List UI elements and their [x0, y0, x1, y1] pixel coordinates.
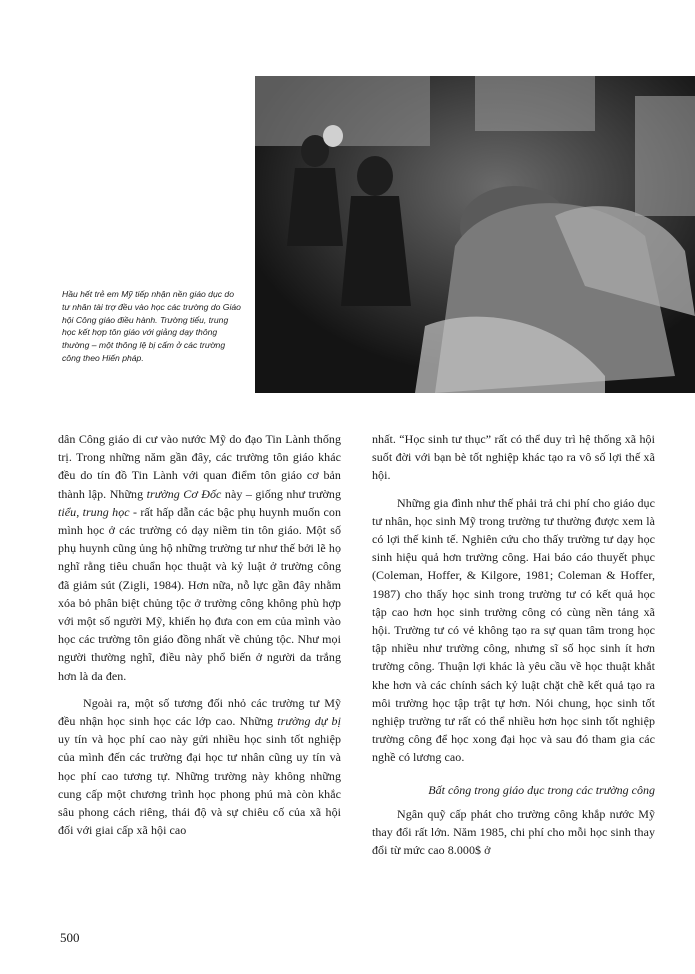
text-column-right [372, 430, 655, 859]
figure-caption: Hầu hết trẻ em Mỹ tiếp nhận nền giáo dục do tư nhân tài trợ đều vào học các trường do Giáo hội Công giáo điều hành. Trường tiểu, trung học kết hợp tôn giáo với giảng dạy thông thường – một thông lệ bị cấm ở các trường công theo Hiến pháp. [62, 289, 241, 363]
paragraph: Ngân quỹ cấp phát cho trường công khắp nước Mỹ thay đổi rất lớn. Năm 1985, chi phí cho mỗi học sinh thay đổi từ mức cao 8.000$ ở [372, 806, 655, 858]
paragraph: nhất. “Học sinh tư thục” rất có thể duy trì hệ thống xã hội suốt đời với bạn bè tốt nghiệp khác tạo ra vô số lợi thế xã hội. [372, 432, 655, 483]
paragraph: Những gia đình như thế phải trả chi phí cho giáo dục tư nhân, học sinh Mỹ trong trường tư thường được xem là có lợi thế kinh tế. Nghiên cứu cho thấy trường tư dạy học sinh hiệu quả hơn trường công. Hai báo cáo thuyết phục (Coleman, Hoffer, & Kilgore, 1981; Coleman & Hoffer, 1987) cho thấy học sinh trong trường tư có kết quả học tập cao hơn học sinh trường công có cùng nền tảng xã hội. Trường tư có vẻ không tạo ra sự quan tâm trong học tập nhiều như trường công, nhưng sĩ số học sinh ít hơn trường công. Thuận lợi khác là yêu cầu về học thuật khắt khe hơn và các chính sách kỷ luật chặt chẽ kết quả tạo ra môi trường học tập trật tự hơn. Nói chung, học sinh tốt nghiệp trường tư rất có thể nhiều hơn học sinh tốt nghiệp trường công để học xong đại học và sau đó tham gia các nghề có lương cao. [372, 495, 655, 765]
paragraph: dân Công giáo di cư vào nước Mỹ do đạo Tin Lành thống trị. Trong những năm gần đây, các trường tôn giáo khác đều do tín đồ Tin Lành với quan điểm tôn giáo cơ bản thành lập. Những trường Cơ Đốc này – giống như trường tiểu, trung học - rất hấp dẫn các bậc phụ huynh muốn con mình học ở các trường có dạy niềm tin tôn giáo. Một số phụ huynh cũng ủng hộ những trường tư như thế bởi lẽ họ nghĩ rằng tiêu chuẩn học thuật và kỷ luật ở trường công đã giảm sút (Zigli, 1984). Hơn nữa, nỗ lực gần đây nhằm xóa bỏ phân biệt chủng tộc ở trường công không phù hợp với một số người Mỹ, khiến họ đưa con em của mình vào học các trường tôn giáo đồng nhất về chủng tộc. Như mọi người thường nghĩ, điều này phổ biến ở người da trắng hơn là da đen. [58, 432, 342, 683]
section-heading: Bất công trong giáo dục trong các trường công [428, 782, 655, 797]
paragraph: Ngoài ra, một số tương đối nhỏ các trường tư Mỹ đều nhận học sinh học các lớp cao. Những trường dự bị uy tín và học phí cao này gửi nhiều học sinh tốt nghiệp của mình đến các trường đại học tư nhân cũng uy tín và học phí cao tương tự. Những trường này không những cung cấp một chương trình học phong phú mà còn khắc sâu phong cách riêng, thái độ và sự chiêu cố của xã hội đối với giai cấp xã hội cao [58, 695, 341, 838]
figure-photo [255, 76, 695, 393]
page-number: 500 [60, 930, 80, 945]
photo-image [255, 76, 695, 393]
text-column-left [58, 430, 341, 839]
